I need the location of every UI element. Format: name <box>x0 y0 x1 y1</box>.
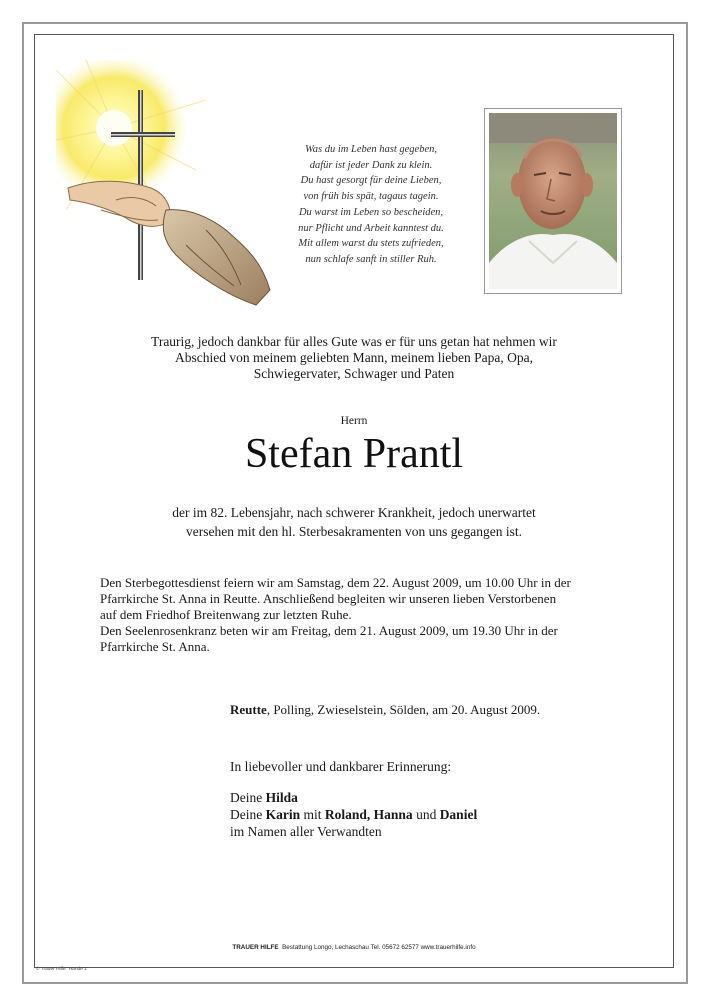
poem-line: nun schlafe sanft in stiller Ruh. <box>305 253 437 265</box>
family-name: Daniel <box>439 807 478 822</box>
intro-text <box>100 334 608 382</box>
family-connector: und <box>412 807 440 822</box>
place-bold: Reutte <box>230 702 267 717</box>
family-connector: mit <box>300 807 325 822</box>
poem-line: nur Pflicht und Arbeit kanntest du. <box>298 222 444 234</box>
portrait-photo <box>489 113 617 289</box>
poem <box>262 142 480 268</box>
service-line: Den Seelenrosenkranz beten wir am Freitag, dem 21. August 2009, um 19.30 Uhr in der <box>100 623 558 638</box>
family-prefix: Deine <box>230 807 266 822</box>
service-line: auf dem Friedhof Breitenwang zur letzten Ruhe. <box>100 607 352 622</box>
deceased-name: Stefan Prantl <box>244 431 464 477</box>
cross-hands-illustration <box>56 60 276 310</box>
family-prefix: Deine <box>230 790 266 805</box>
family-signature <box>230 789 477 840</box>
death-notice-text <box>100 503 608 541</box>
poem-line: Du warst im Leben so bescheiden, <box>298 206 444 218</box>
portrait-photo-frame <box>484 108 622 294</box>
service-line: Pfarrkirche St. Anna. <box>100 639 210 654</box>
footer-text: Bestattung Longo, Lechaschau Tel. 05672 62577 www.trauerhilfe.info <box>282 944 476 951</box>
service-line: Pfarrkirche St. Anna in Reutte. Anschließend begleiten wir unseren lieben Verstorbenen <box>100 591 557 606</box>
hands-icon <box>68 181 270 305</box>
family-name: Roland, Hanna <box>324 807 413 822</box>
intro-line: Schwiegervater, Schwager und Paten <box>253 366 455 381</box>
salutation: Herrn <box>340 415 368 427</box>
copyright: © Trauer Hilfe "Hände 1" <box>36 967 89 972</box>
notice-line: der im 82. Lebensjahr, nach schwerer Krankheit, jedoch unerwartet <box>172 505 536 520</box>
family-line-3: im Namen aller Verwandten <box>230 824 382 839</box>
notice-line: versehen mit den hl. Sterbesakramenten von uns gegangen ist. <box>186 524 522 539</box>
place-date <box>230 702 540 718</box>
service-line: Den Sterbegottesdienst feiern wir am Samstag, dem 22. August 2009, um 10.00 Uhr in der <box>100 575 571 590</box>
memory-line: In liebevoller und dankbarer Erinnerung: <box>230 759 452 774</box>
footer-brand: TRAUER HILFE <box>232 944 279 951</box>
family-name: Hilda <box>265 790 298 805</box>
poem-line: dafür ist jeder Dank zu klein. <box>309 159 433 171</box>
intro-line: Traurig, jedoch dankbar für alles Gute was er für uns getan hat nehmen wir <box>151 334 557 349</box>
family-name: Karin <box>265 807 301 822</box>
family-line-2 <box>230 806 477 823</box>
poem-line: Du hast gesorgt für deine Lieben, <box>300 175 442 187</box>
poem-line: Was du im Leben hast gegeben, <box>304 144 437 155</box>
poem-line: Mit allem warst du stets zufrieden, <box>298 238 444 250</box>
family-line-1 <box>230 789 477 806</box>
poem-line: von früh bis spät, tagaus tagein. <box>303 191 439 203</box>
place-rest: , Polling, Zwieselstein, Sölden, am 20. August 2009. <box>266 702 541 717</box>
footer <box>0 944 708 951</box>
service-details <box>100 575 610 655</box>
intro-line: Abschied von meinem geliebten Mann, meinem lieben Papa, Opa, <box>174 350 534 365</box>
